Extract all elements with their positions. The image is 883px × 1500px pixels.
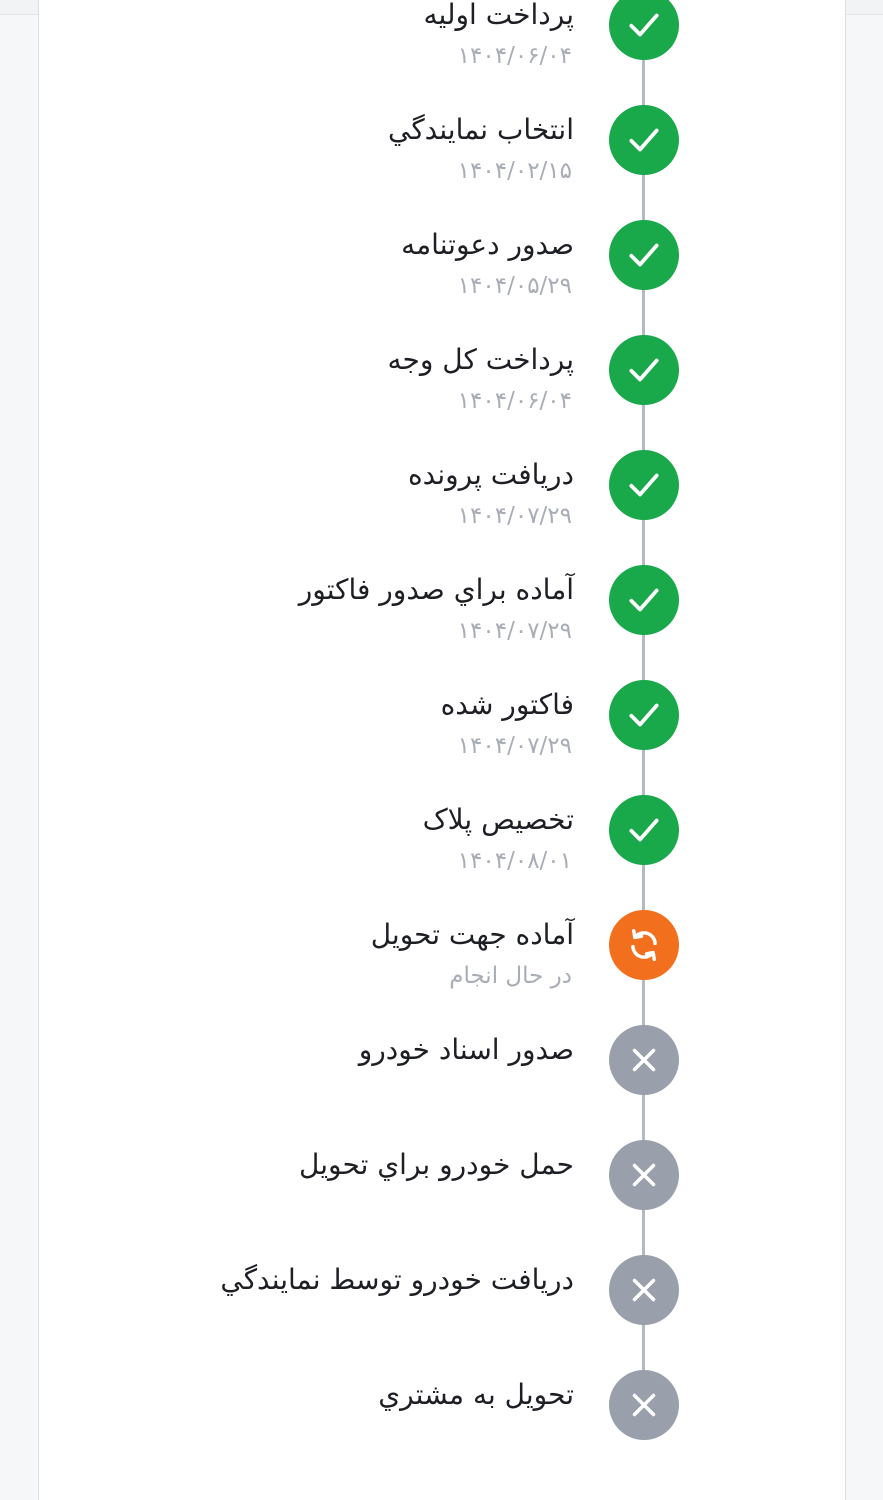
step-status-refresh-icon [609,910,679,980]
step-title: تحويل به مشتري [378,1378,574,1411]
check-icon [625,121,663,159]
timeline-step [0,105,883,184]
timeline-step [0,910,883,989]
close-icon [625,1156,663,1194]
timeline-step [0,680,883,759]
close-icon [625,1041,663,1079]
step-title: آماده جهت تحويل [370,918,574,951]
timeline-step [0,565,883,644]
step-title: صدور دعوتنامه [401,228,574,261]
step-date: ۱۴۰۴/۰۲/۱۵ [457,158,572,184]
timeline-step [0,1025,883,1095]
step-title: صدور اسناد خودرو [358,1033,574,1066]
step-status-check-icon [609,680,679,750]
step-date: ۱۴۰۴/۰۶/۰۴ [457,43,572,69]
step-date: ۱۴۰۴/۰۷/۲۹ [457,618,572,644]
step-status-check-icon [609,795,679,865]
step-status-close-icon [609,1255,679,1325]
step-status-check-icon [609,105,679,175]
timeline-step [0,1370,883,1440]
check-icon [625,351,663,389]
timeline-step [0,795,883,874]
step-status-check-icon [609,565,679,635]
refresh-icon [625,926,663,964]
check-icon [625,236,663,274]
step-status-check-icon [609,450,679,520]
step-status-check-icon [609,335,679,405]
step-title: انتخاب نمايندگي [387,113,574,146]
step-title: حمل خودرو براي تحويل [299,1148,574,1181]
step-title: فاکتور شده [440,688,574,721]
step-status-close-icon [609,1370,679,1440]
step-status-check-icon [609,0,679,60]
step-date: ۱۴۰۴/۰۶/۰۴ [457,388,572,414]
step-title: پرداخت کل وجه [387,343,574,376]
step-status-text: در حال انجام [449,963,572,989]
step-date: ۱۴۰۴/۰۷/۲۹ [457,503,572,529]
timeline-step [0,1255,883,1325]
timeline-step [0,220,883,299]
step-status-close-icon [609,1140,679,1210]
check-icon [625,466,663,504]
step-status-check-icon [609,220,679,290]
step-title: پرداخت اوليه [423,0,574,31]
check-icon [625,581,663,619]
check-icon [625,6,663,44]
step-title: تخصيص پلاک [422,803,574,836]
step-status-close-icon [609,1025,679,1095]
step-title: آماده براي صدور فاکتور [298,573,574,606]
step-title: دريافت پرونده [407,458,574,491]
step-date: ۱۴۰۴/۰۵/۲۹ [457,273,572,299]
close-icon [625,1271,663,1309]
step-title: دريافت خودرو توسط نمايندگي [220,1263,574,1296]
close-icon [625,1386,663,1424]
timeline-step [0,1140,883,1210]
timeline-step [0,335,883,414]
step-date: ۱۴۰۴/۰۷/۲۹ [457,733,572,759]
check-icon [625,696,663,734]
step-date: ۱۴۰۴/۰۸/۰۱ [457,848,572,874]
timeline-step [0,450,883,529]
check-icon [625,811,663,849]
timeline-step [0,0,883,69]
